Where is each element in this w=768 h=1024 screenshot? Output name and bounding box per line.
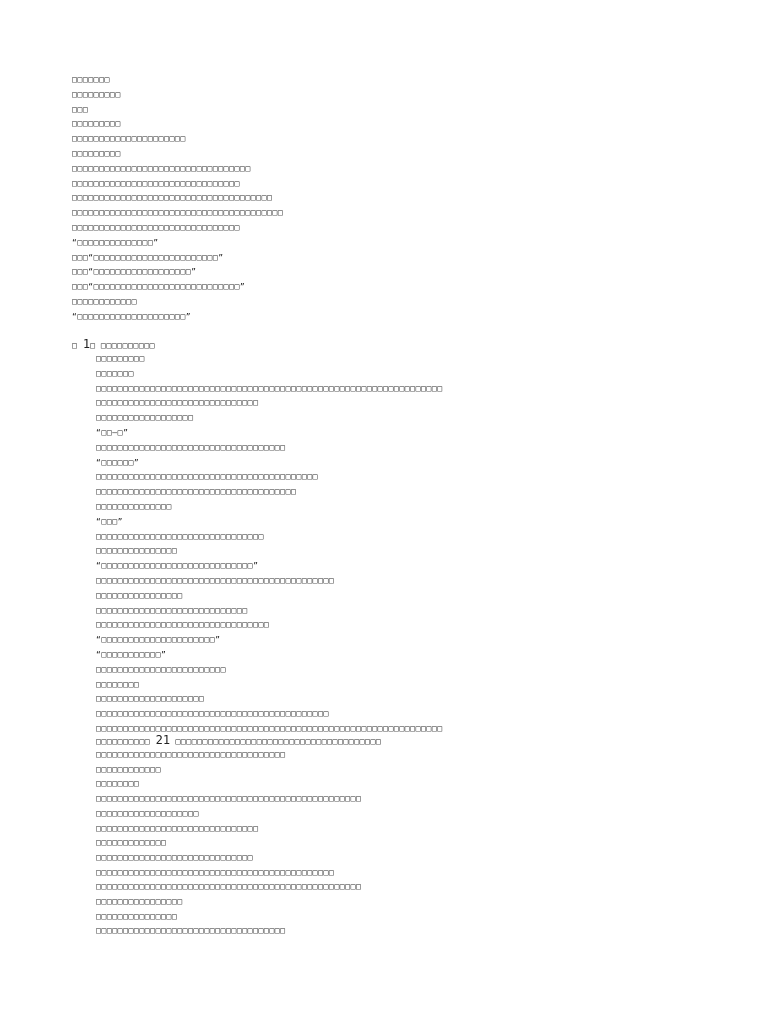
- text-line: □□□□□□□□□□□□□□□□□□□□□□□□□□□□□□□□□□□: [96, 926, 286, 936]
- text-line: □□□“□□□□□□□□□□□□□□□□□□”: [72, 267, 197, 277]
- text-line: □□□□□□□: [72, 75, 110, 84]
- text-line: “□□□□□□□□□□□□□□□□□□□□□”: [96, 635, 221, 645]
- section-number: 1: [82, 337, 91, 351]
- text-line: □□□□□□□□□□□□: [72, 297, 137, 306]
- text-line: □□□□□□□□□: [72, 149, 121, 158]
- line-21-after: □□□□□□□□□□□□□□□□□□□□□□□□□□□□□□□□□□□□□□: [175, 737, 382, 746]
- text-line: □□□□□□□□□□□□□□: [96, 502, 172, 511]
- section-prefix: □: [72, 341, 78, 350]
- text-line: “□□□□□□”: [96, 457, 140, 467]
- text-line: □□□□□□□□□□□□□□□□□□□□□□□□□□□□□□□□□□□□□□□□□□□□: [96, 867, 335, 877]
- text-line: □□□□□□□□□□□□□□□: [96, 546, 178, 556]
- text-line: □□□□□□□□□□□□□□□□□□□□□□□□□□□□□□□□□□□□□□□□□: [96, 472, 319, 482]
- text-line: □□□□□□□□□: [72, 89, 121, 99]
- text-line: □□□□□□□□□□□□□□□□□□□□□□□□□□□□□□□□: [96, 620, 270, 630]
- text-line: □□□□□□□□□□□□□□□□□□□□□□□□□□□□□□□□□□□□□: [72, 193, 273, 203]
- text-line: □□□□□□□□□□□□□□□□□□□□□□□□□□□□□□□□□□□□□□□□□□□□□□□□□□□□□□□□□□□□□□□□: [96, 724, 443, 733]
- text-line: □□□□□□□□□□□□□□□□□□□□□□□□□□□□□□□□□□□□□□□□□□□: [96, 709, 329, 719]
- text-line: □□□□□□□□□□□□□□□□□□□□□□□□□□□□□: [96, 852, 254, 862]
- text-line: “□□□□□□□□□□□”: [96, 650, 167, 659]
- text-line: □□□“□□□□□□□□□□□□□□□□□□□□□□□”: [72, 252, 224, 262]
- text-line: “□□□□□□□□□□□□□□□□□□□□”: [72, 311, 192, 321]
- text-line: □□□□□□□: [96, 368, 134, 378]
- text-line: □□□□□□□□□□□□□□□□□□□□: [96, 694, 205, 704]
- text-line: □□□□□□□□□: [96, 354, 145, 363]
- text-line: □□□□□□□□□□□□□□□□□□□□□□□□□□□□□□□□□□□: [96, 750, 286, 759]
- text-line: □□□□□□□□□□□□□: [96, 838, 167, 848]
- text-line: □□□□□□□□□□□□□□□□□□□□□□□□□□□□□□: [96, 823, 259, 833]
- text-line: □□□□□□□□□□□□□□□□□□□□□: [72, 134, 186, 144]
- text-line: □□□□□□□□□□□□□□□□□□: [96, 413, 194, 423]
- line-with-number: [96, 733, 381, 747]
- text-line: □□□□□□□□□□□□□□□□: [96, 897, 183, 906]
- text-line: “□□□□□□□□□□□□□□□□□□□□□□□□□□□□”: [96, 561, 259, 571]
- line-21-number: 21: [155, 733, 171, 747]
- text-line: □□□□□□□□□□□□□□□□□□□□□□□□□□□□□□: [96, 398, 259, 408]
- text-line: □□□□□□□□□□□□□□□□□□□: [96, 808, 199, 818]
- text-line: □□□□□□□□□□□□□□□: [96, 911, 178, 921]
- text-line: □□□□□□□□: [96, 779, 140, 789]
- text-line: □□□□□□□□□□□□: [96, 764, 161, 774]
- text-line: □□□□□□□□□□□□□□□□□□□□□□□□□□□□□□□□□□□□□□□□□□□□□□□□□: [96, 794, 362, 804]
- text-line: □□□□□□□□□□□□□□□□□□□□□□□□□□□□□□□: [96, 531, 264, 541]
- section-title: □ □□□□□□□□□□: [90, 341, 156, 350]
- text-line: □□□□□□□□□□□□□□□□□□□□□□□□: [96, 664, 226, 674]
- text-line: □□□□□□□□□□□□□□□□□□□□□□□□□□□□□□□□□: [72, 163, 251, 173]
- text-line: □□□□□□□□□□□□□□□□□□□□□□□□□□□□: [96, 605, 248, 615]
- text-line: □□□□□□□□□□□□□□□□□□□□□□□□□□□□□□□□□□□□□□□□□□□□□□□□□□□□□□□□□□□□□□□□: [96, 383, 443, 393]
- line-21-before: □□□□□□□□□□: [96, 737, 151, 746]
- text-line: □□□□□□□□: [96, 679, 140, 689]
- section-heading: [72, 337, 155, 351]
- text-line: □□□□□□□□□□□□□□□□□□□□□□□□□□□□□□□: [72, 178, 240, 188]
- text-line: □□□□□□□□□□□□□□□□□□□□□□□□□□□□□□□□□□□□□□□□□□□□: [96, 576, 335, 585]
- text-line: □□□□□□□□□: [72, 119, 121, 129]
- text-line: □□□□□□□□□□□□□□□□□□□□□□□□□□□□□□□□□□□: [96, 442, 286, 452]
- text-line: □□□□□□□□□□□□□□□□: [96, 590, 183, 600]
- text-line: “□□□”: [96, 516, 124, 526]
- text-line: “□□□□□□□□□□□□□□”: [72, 237, 159, 247]
- text-line: “□□—□”: [96, 428, 129, 437]
- text-line: □□□□□□□□□□□□□□□□□□□□□□□□□□□□□□□□□□□□□□□□□□□□□□□□□: [96, 882, 362, 892]
- text-line: □□□□□□□□□□□□□□□□□□□□□□□□□□□□□□□□□□□□□□□: [72, 208, 284, 218]
- text-line: □□□“□□□□□□□□□□□□□□□□□□□□□□□□□□□”: [72, 282, 246, 292]
- text-line: □□□: [72, 104, 89, 114]
- text-line: □□□□□□□□□□□□□□□□□□□□□□□□□□□□□□□□□□□□□: [96, 487, 297, 497]
- text-line: □□□□□□□□□□□□□□□□□□□□□□□□□□□□□□□: [72, 223, 240, 232]
